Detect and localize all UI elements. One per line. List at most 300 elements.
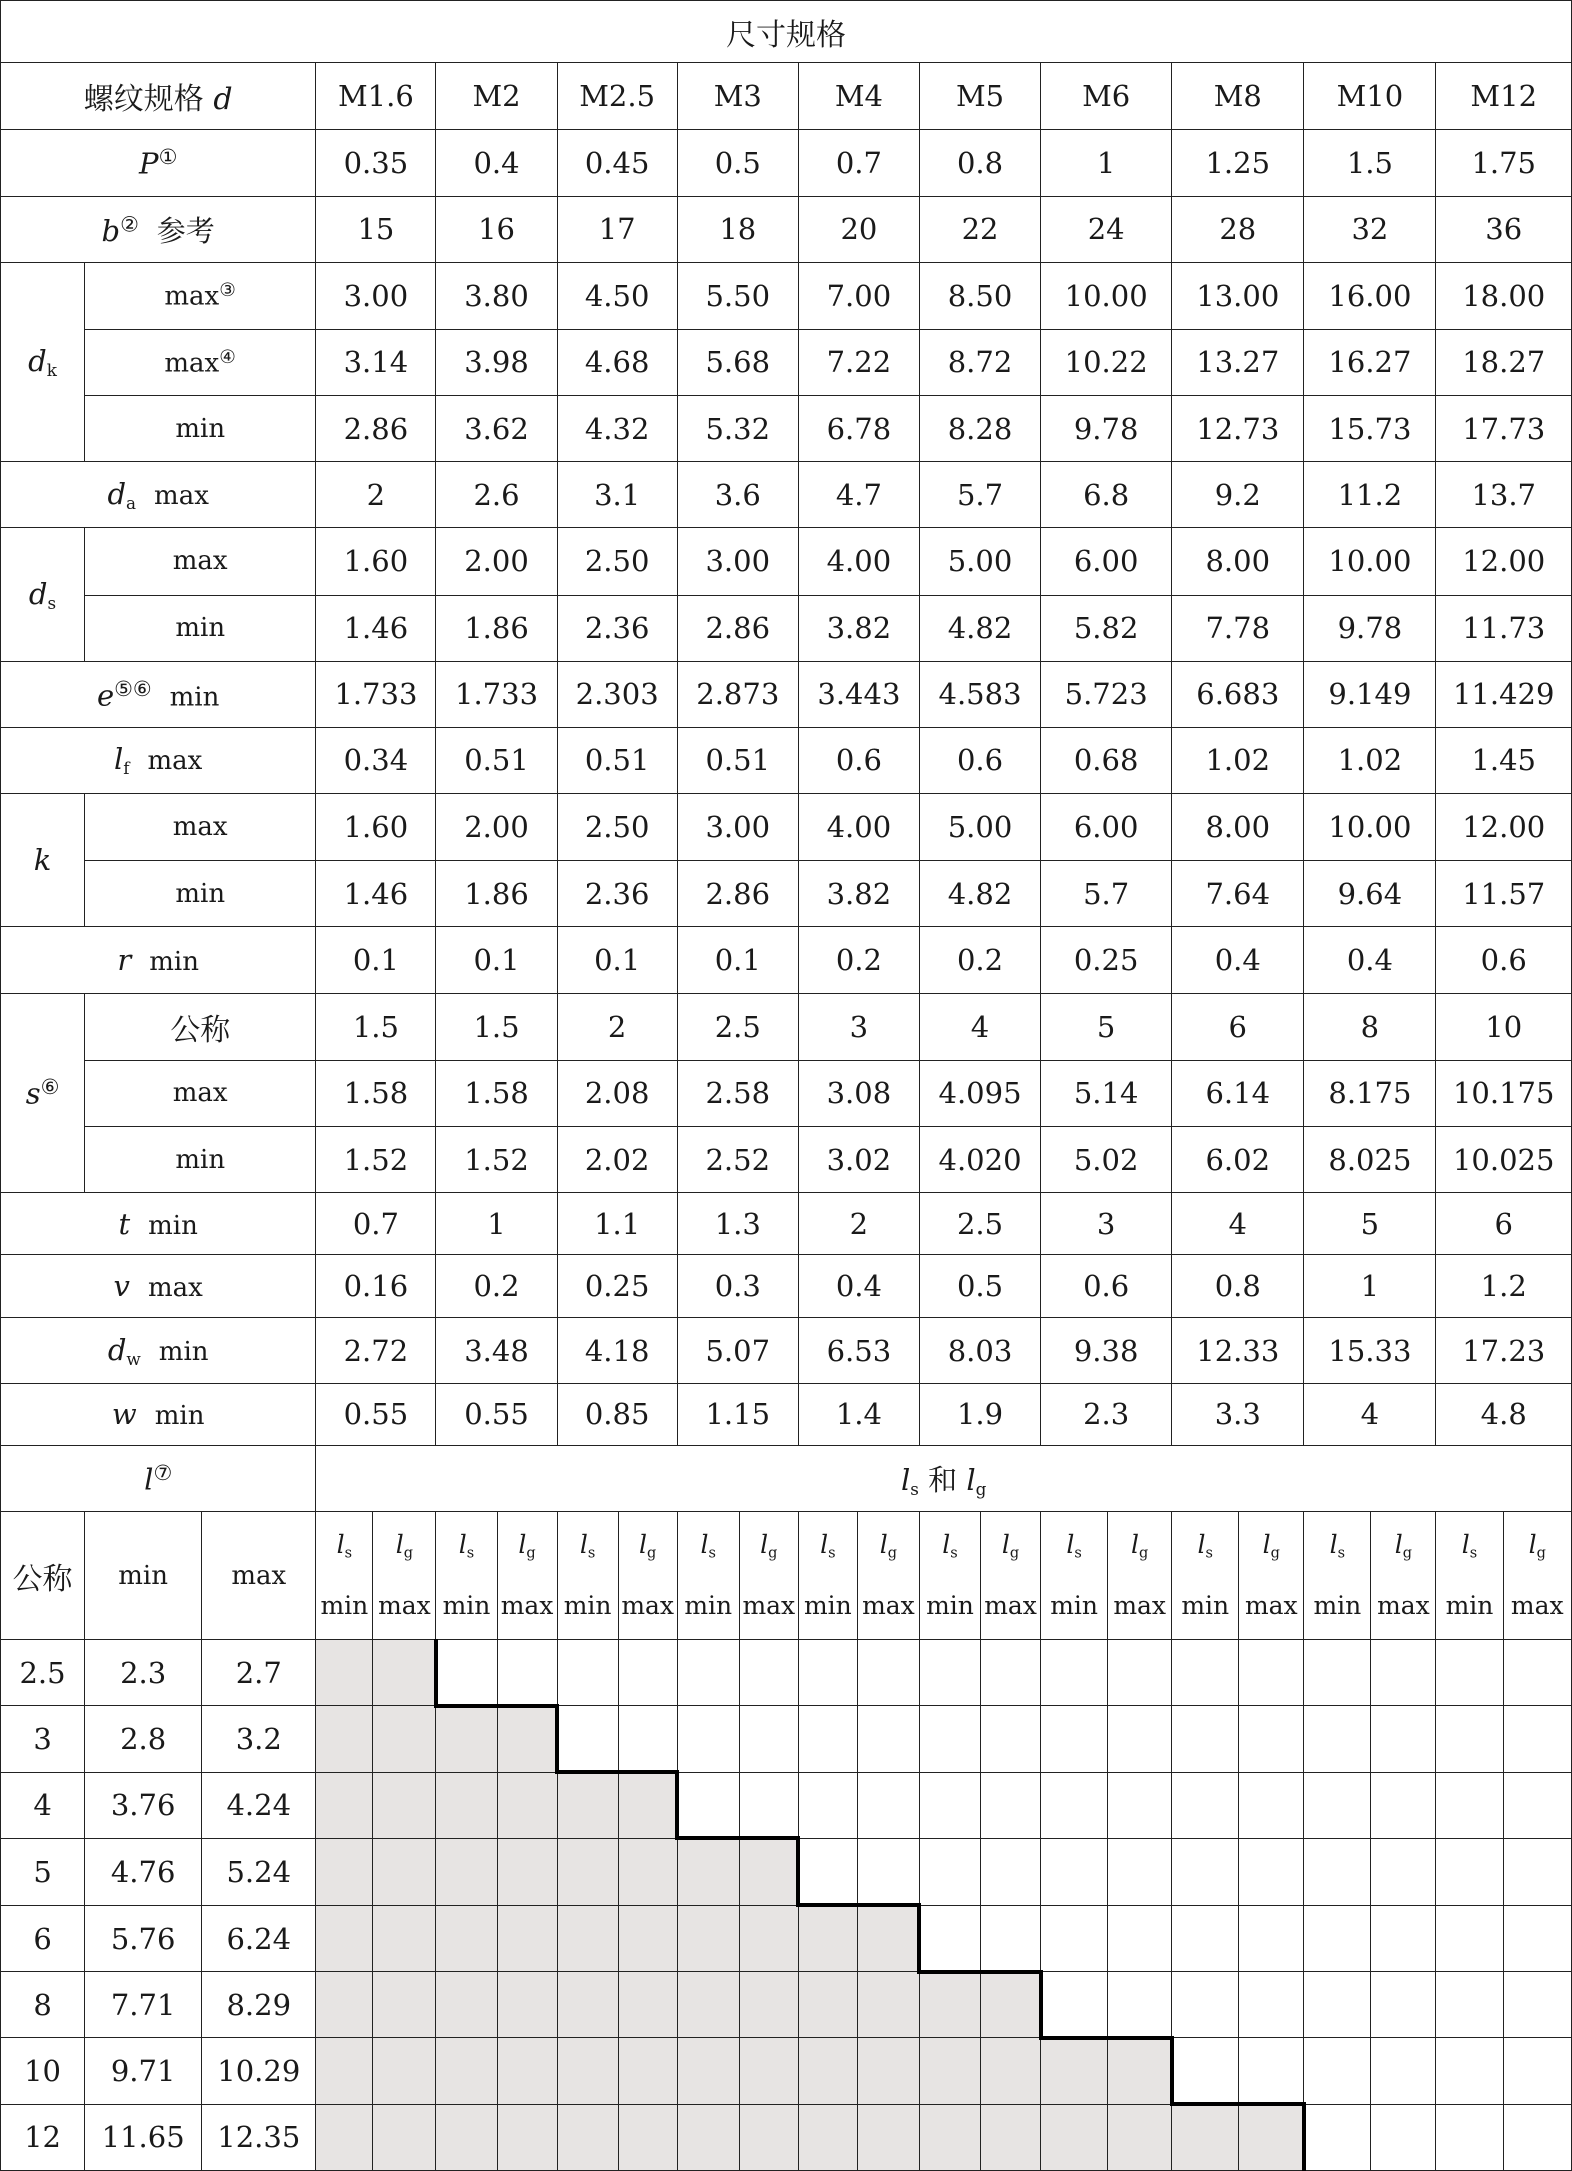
- length-grid-cell: [557, 1838, 618, 1905]
- length-grid-cell: [1041, 1772, 1108, 1838]
- value-cell: 1.46: [316, 595, 436, 661]
- value-cell: 5.7: [1041, 861, 1172, 927]
- value-cell: 3.00: [677, 794, 798, 861]
- pitch-label: [1, 130, 316, 196]
- value-cell: 0.4: [1172, 927, 1304, 993]
- value-cell: 32: [1304, 196, 1436, 262]
- note-marker: ⑦: [153, 1460, 173, 1485]
- lg-header-symbol: [619, 1519, 677, 1579]
- value-cell: 0.4: [436, 130, 557, 196]
- ls-symbol: l: [1461, 1530, 1470, 1560]
- subscript-label: w: [126, 1348, 141, 1369]
- length-grid-cell: [618, 1772, 677, 1838]
- length-grid-cell: [1239, 1706, 1304, 1772]
- value-cell: 6.8: [1041, 462, 1172, 528]
- ls-subscript: s: [828, 1545, 836, 1562]
- head-height-min-row: [1, 861, 1572, 927]
- length-grid-cell: [1436, 1772, 1503, 1838]
- length-grid-cell: [1371, 1905, 1436, 1971]
- length-grid-cell: [1108, 1640, 1172, 1706]
- length-grid-cell: [497, 1640, 557, 1706]
- lg-limit-header: [618, 1511, 677, 1639]
- value-cell: 6.78: [798, 396, 919, 462]
- value-cell: 13.7: [1436, 462, 1572, 528]
- ls-header-symbol: [1172, 1519, 1238, 1579]
- limit-text: min: [148, 1210, 198, 1241]
- length-grid-cell: [919, 2038, 980, 2104]
- value-cell: 0.1: [316, 927, 436, 993]
- length-grid-cell: [677, 1972, 739, 2038]
- limit-text: max: [147, 1273, 203, 1304]
- limit-label: max: [85, 1060, 316, 1126]
- value-cell: 4.32: [557, 396, 677, 462]
- symbol-label: P: [139, 146, 159, 181]
- value-cell: 3.00: [316, 262, 436, 329]
- value-cell: 10.00: [1304, 794, 1436, 861]
- pitch-row: [1, 130, 1572, 196]
- value-cell: 3.1: [557, 462, 677, 528]
- value-cell: 0.5: [677, 130, 798, 196]
- value-cell: 22: [919, 196, 1040, 262]
- nominal-length: 3: [1, 1706, 85, 1772]
- transition-diameter-label: [1, 462, 316, 528]
- length-grid-cell: [1503, 2038, 1571, 2104]
- value-cell: 16.00: [1304, 262, 1436, 329]
- nominal-length: 4: [1, 1772, 85, 1838]
- value-cell: 0.25: [1041, 927, 1172, 993]
- value-cell: 6: [1436, 1193, 1572, 1255]
- length-grid-cell: [981, 2038, 1041, 2104]
- length-grid-cell: [1041, 1706, 1108, 1772]
- value-cell: 3.6: [677, 462, 798, 528]
- ls-subscript: s: [1337, 1545, 1346, 1562]
- length-grid-cell: [436, 1838, 497, 1905]
- value-cell: 10.22: [1041, 329, 1172, 395]
- length-grid-cell: [1108, 1905, 1172, 1971]
- value-cell: 1.733: [436, 661, 557, 727]
- length-grid-cell: [1371, 1972, 1436, 2038]
- ls-subscript: s: [1469, 1545, 1478, 1562]
- length-grid-cell: [1239, 2104, 1304, 2171]
- length-grid-cell: [1108, 1972, 1172, 2038]
- value-cell: 6: [1172, 993, 1304, 1060]
- ls-limit-header: [557, 1511, 618, 1639]
- lg-limit-header: [857, 1511, 919, 1639]
- length-grid-cell: [618, 1972, 677, 2038]
- length-grid-cell: [1436, 1905, 1503, 1971]
- nominal-length: 12: [1, 2104, 85, 2171]
- length-grid-cell: [436, 1905, 497, 1971]
- ls-lg-label: [316, 1445, 1572, 1511]
- limit-text: max: [147, 746, 203, 777]
- ls-limit-header: [1436, 1511, 1503, 1639]
- value-cell: 1.4: [798, 1383, 919, 1445]
- value-cell: 0.68: [1041, 727, 1172, 793]
- value-cell: 2.5: [919, 1193, 1040, 1255]
- min-length: 2.8: [85, 1706, 202, 1772]
- lg-limit: max: [500, 1590, 554, 1620]
- value-cell: 0.25: [557, 1255, 677, 1318]
- value-cell: 3.08: [798, 1060, 919, 1126]
- length-grid-cell: [981, 1640, 1041, 1706]
- length-grid-cell: [1436, 1972, 1503, 2038]
- lg-limit-header: [739, 1511, 798, 1639]
- and-text: 和: [928, 1462, 958, 1497]
- value-cell: 0.6: [798, 727, 919, 793]
- value-cell: 15.73: [1304, 396, 1436, 462]
- length-grid-cell: [857, 2104, 919, 2171]
- length-grid-cell: [981, 1905, 1041, 1971]
- value-cell: 2.86: [316, 396, 436, 462]
- ls-symbol: l: [1066, 1530, 1075, 1560]
- value-cell: 0.1: [557, 927, 677, 993]
- subscript-label: f: [123, 758, 130, 779]
- value-cell: 1.45: [1436, 727, 1572, 793]
- length-grid-cell: [373, 1972, 436, 2038]
- symbol-label: d: [107, 476, 127, 511]
- length-grid-cell: [798, 2104, 857, 2171]
- length-grid-cell: [373, 1838, 436, 1905]
- length-grid-cell: [497, 1772, 557, 1838]
- symbol-label: w: [111, 1397, 137, 1432]
- thread-size-cell: M2.5: [557, 63, 677, 130]
- title-row: [1, 1, 1572, 63]
- min-length: 11.65: [85, 2104, 202, 2171]
- value-cell: 11.2: [1304, 462, 1436, 528]
- value-cell: 7.22: [798, 329, 919, 395]
- value-cell: 2.6: [436, 462, 557, 528]
- symbol-label: e: [97, 678, 115, 712]
- length-grid-cell: [919, 1772, 980, 1838]
- value-cell: 11.429: [1436, 661, 1572, 727]
- length-grid-cell: [1041, 1905, 1108, 1971]
- length-grid-cell: [373, 1905, 436, 1971]
- length-grid-cell: [1108, 1838, 1172, 1905]
- value-cell: 0.3: [677, 1255, 798, 1318]
- lg-subscript: g: [768, 1545, 778, 1562]
- ls-limit: min: [1181, 1590, 1230, 1620]
- length-grid-cell: [557, 1640, 618, 1706]
- fillet-radius-row: [1, 927, 1572, 993]
- length-grid-cell: [981, 1772, 1041, 1838]
- length-grid-cell: [373, 1706, 436, 1772]
- length-grid-cell: [857, 2038, 919, 2104]
- length-row: [1, 1905, 1572, 1971]
- length-grid-cell: [857, 1640, 919, 1706]
- lg-subscript: g: [1139, 1545, 1149, 1562]
- length-grid-cell: [1304, 2104, 1371, 2171]
- ls-symbol: l: [820, 1530, 829, 1560]
- length-subheader-row: [1, 1511, 1572, 1639]
- lg-subscript: g: [1009, 1545, 1020, 1562]
- ls-limit: min: [320, 1590, 369, 1620]
- ls-symbol: l: [458, 1530, 467, 1560]
- value-cell: 2.00: [436, 528, 557, 595]
- ls-subscript: s: [1205, 1545, 1213, 1562]
- length-grid-cell: [677, 2038, 739, 2104]
- wall-thickness-row: [1, 1383, 1572, 1445]
- ls-subscript: s: [587, 1545, 596, 1562]
- length-grid-cell: [798, 1772, 857, 1838]
- limit-text: max: [164, 281, 220, 312]
- length-grid-cell: [316, 1772, 373, 1838]
- value-cell: 0.6: [919, 727, 1040, 793]
- value-cell: 4.095: [919, 1060, 1040, 1126]
- length-grid-cell: [618, 1905, 677, 1971]
- value-cell: 4.50: [557, 262, 677, 329]
- length-grid-cell: [798, 2038, 857, 2104]
- length-grid-cell: [1371, 1772, 1436, 1838]
- length-grid-cell: [497, 1706, 557, 1772]
- value-cell: 5.07: [677, 1318, 798, 1383]
- value-cell: 4.020: [919, 1126, 1040, 1192]
- length-label: [1, 1445, 316, 1511]
- ls-header-symbol: [436, 1519, 496, 1579]
- socket-size-label: [1, 993, 85, 1193]
- value-cell: 2.52: [677, 1126, 798, 1192]
- value-cell: 2.50: [557, 528, 677, 595]
- thread-size-cell: M5: [919, 63, 1040, 130]
- value-cell: 5.14: [1041, 1060, 1172, 1126]
- value-cell: 4.7: [798, 462, 919, 528]
- length-grid-cell: [798, 1838, 857, 1905]
- lg-symbol: l: [879, 1530, 888, 1560]
- length-symbol: l: [144, 1462, 154, 1497]
- ls-symbol: l: [336, 1530, 345, 1560]
- ls-symbol: l: [1197, 1530, 1206, 1560]
- value-cell: 9.38: [1041, 1318, 1172, 1383]
- value-cell: 4.00: [798, 528, 919, 595]
- length-grid-cell: [919, 1905, 980, 1971]
- length-grid-cell: [857, 1905, 919, 1971]
- length-grid-cell: [919, 1706, 980, 1772]
- value-cell: 0.35: [316, 130, 436, 196]
- ls-limit-header: [1041, 1511, 1108, 1639]
- length-grid-cell: [497, 2038, 557, 2104]
- head-height-max-row: [1, 794, 1572, 861]
- ls-subscript: s: [466, 1545, 475, 1562]
- value-cell: 8.03: [919, 1318, 1040, 1383]
- length-grid-cell: [739, 1640, 798, 1706]
- length-grid-cell: [919, 1640, 980, 1706]
- length-grid-cell: [618, 1640, 677, 1706]
- length-grid-cell: [739, 1838, 798, 1905]
- min-length: 5.76: [85, 1905, 202, 1971]
- symbol-label: k: [33, 843, 52, 878]
- min-length: 4.76: [85, 1838, 202, 1905]
- ls-header-symbol: [799, 1519, 857, 1579]
- thread-spec-symbol: d: [213, 82, 233, 118]
- value-cell: 8.00: [1172, 528, 1304, 595]
- limit-label: [85, 262, 316, 329]
- value-cell: 1.52: [436, 1126, 557, 1192]
- ls-subscript: s: [344, 1545, 353, 1562]
- corner-width-label: [1, 661, 316, 727]
- length-grid-cell: [316, 2104, 373, 2171]
- length-row: [1, 2038, 1572, 2104]
- ls-header-symbol: [558, 1519, 618, 1579]
- length-grid-cell: [1041, 1640, 1108, 1706]
- ls-limit-header: [677, 1511, 739, 1639]
- symbol-label: d: [28, 343, 47, 378]
- bearing-diameter-label: [1, 1318, 316, 1383]
- lg-limit: max: [378, 1590, 431, 1620]
- length-grid-cell: [436, 1640, 497, 1706]
- value-cell: 2.303: [557, 661, 677, 727]
- limit-label: min: [85, 595, 316, 661]
- lg-limit: max: [1510, 1590, 1564, 1620]
- length-grid-cell: [1304, 1905, 1371, 1971]
- value-cell: 1.02: [1172, 727, 1304, 793]
- shank-diameter-max-row: [1, 528, 1572, 595]
- value-cell: 0.51: [557, 727, 677, 793]
- max-length: 10.29: [202, 2038, 316, 2104]
- note-marker: ⑥: [40, 1075, 60, 1100]
- value-cell: 6.53: [798, 1318, 919, 1383]
- length-grid-cell: [436, 1972, 497, 2038]
- ls-header-symbol: [678, 1519, 739, 1579]
- value-cell: 10.00: [1041, 262, 1172, 329]
- length-grid-cell: [316, 1640, 373, 1706]
- lg-symbol: l: [1394, 1530, 1403, 1560]
- length-grid-cell: [1503, 1706, 1571, 1772]
- subscript-label: k: [46, 359, 57, 380]
- thread-size-cell: M1.6: [316, 63, 436, 130]
- length-grid-cell: [798, 1972, 857, 2038]
- value-cell: 9.78: [1041, 396, 1172, 462]
- value-cell: 9.149: [1304, 661, 1436, 727]
- value-cell: 18.27: [1436, 329, 1572, 395]
- value-cell: 3.443: [798, 661, 919, 727]
- length-grid-cell: [557, 1972, 618, 2038]
- value-cell: 8.175: [1304, 1060, 1436, 1126]
- value-cell: 6.14: [1172, 1060, 1304, 1126]
- length-grid-cell: [1304, 1772, 1371, 1838]
- symbol-label: v: [113, 1269, 130, 1304]
- note-marker: ⑤⑥: [114, 676, 152, 701]
- value-cell: 12.00: [1436, 528, 1572, 595]
- value-cell: 1.25: [1172, 130, 1304, 196]
- ls-limit-header: [798, 1511, 857, 1639]
- length-header-row: [1, 1445, 1572, 1511]
- lg-limit-header: [1371, 1511, 1436, 1639]
- lg-header-symbol: [1108, 1519, 1171, 1579]
- value-cell: 15.33: [1304, 1318, 1436, 1383]
- limit-text: min: [169, 682, 220, 712]
- length-grid-cell: [1172, 2038, 1239, 2104]
- limit-text: max: [164, 348, 220, 379]
- value-cell: 6.02: [1172, 1126, 1304, 1192]
- length-grid-cell: [1371, 1706, 1436, 1772]
- socket-size-max-row: [1, 1060, 1572, 1126]
- ls-header-symbol: [920, 1519, 980, 1579]
- value-cell: 7.78: [1172, 595, 1304, 661]
- value-cell: 7.64: [1172, 861, 1304, 927]
- value-cell: 1: [1041, 130, 1172, 196]
- lg-limit-header: [497, 1511, 557, 1639]
- limit-text: min: [154, 1401, 205, 1432]
- length-grid-cell: [1436, 2038, 1503, 2104]
- value-cell: 3.80: [436, 262, 557, 329]
- lg-symbol: l: [1528, 1530, 1537, 1560]
- ls-symbol: l: [942, 1530, 951, 1560]
- value-cell: 11.57: [1436, 861, 1572, 927]
- length-grid-cell: [1108, 2038, 1172, 2104]
- thread-size-cell: M8: [1172, 63, 1304, 130]
- bearing-diameter-row: [1, 1318, 1572, 1383]
- limit-label: 公称: [85, 993, 316, 1060]
- value-cell: 6.00: [1041, 528, 1172, 595]
- lg-subscript: g: [526, 1545, 536, 1562]
- length-grid-cell: [1503, 1838, 1571, 1905]
- lg-limit: max: [621, 1590, 675, 1620]
- value-cell: 1.733: [316, 661, 436, 727]
- max-length: 5.24: [202, 1838, 316, 1905]
- thread-length-label: [1, 196, 316, 262]
- value-cell: 1.60: [316, 528, 436, 595]
- value-cell: 3.3: [1172, 1383, 1304, 1445]
- reference-label: 参考: [156, 213, 215, 248]
- length-grid-cell: [1503, 1905, 1571, 1971]
- length-grid-cell: [677, 1772, 739, 1838]
- lg-subscript: g: [403, 1545, 414, 1562]
- length-grid-cell: [981, 1838, 1041, 1905]
- value-cell: 0.6: [1436, 927, 1572, 993]
- value-cell: 3: [798, 993, 919, 1060]
- value-cell: 2: [557, 993, 677, 1060]
- length-grid-cell: [857, 1838, 919, 1905]
- length-grid-cell: [1172, 1640, 1239, 1706]
- length-grid-cell: [1172, 1972, 1239, 2038]
- lg-subscript: g: [647, 1545, 657, 1562]
- length-grid-cell: [677, 1838, 739, 1905]
- max-length: 3.2: [202, 1706, 316, 1772]
- value-cell: 9.78: [1304, 595, 1436, 661]
- value-cell: 20: [798, 196, 919, 262]
- table-title: 尺寸规格: [1, 1, 1572, 63]
- ls-symbol: l: [1329, 1530, 1338, 1560]
- value-cell: 0.4: [1304, 927, 1436, 993]
- value-cell: 0.8: [1172, 1255, 1304, 1318]
- lg-header-symbol: [1504, 1519, 1571, 1579]
- nominal-length: 8: [1, 1972, 85, 2038]
- value-cell: 0.2: [436, 1255, 557, 1318]
- length-grid-cell: [1503, 1640, 1571, 1706]
- value-cell: 1.60: [316, 794, 436, 861]
- thread-size-cell: M3: [677, 63, 798, 130]
- length-grid-cell: [316, 1706, 373, 1772]
- value-cell: 2: [798, 1193, 919, 1255]
- length-grid-cell: [497, 1972, 557, 2038]
- lg-header-symbol: [1371, 1519, 1435, 1579]
- value-cell: 15: [316, 196, 436, 262]
- length-grid-cell: [1304, 2038, 1371, 2104]
- length-grid-cell: [1239, 1640, 1304, 1706]
- value-cell: 0.51: [677, 727, 798, 793]
- length-grid-cell: [1172, 1772, 1239, 1838]
- value-cell: 1: [436, 1193, 557, 1255]
- value-cell: 5.82: [1041, 595, 1172, 661]
- lg-limit: max: [1244, 1590, 1298, 1620]
- symbol-label: d: [28, 576, 48, 611]
- length-grid-cell: [857, 1772, 919, 1838]
- value-cell: 2: [316, 462, 436, 528]
- length-grid-cell: [373, 1772, 436, 1838]
- socket-size-min-row: [1, 1126, 1572, 1192]
- note-marker: ①: [158, 145, 178, 170]
- length-grid-cell: [739, 2104, 798, 2171]
- length-grid-cell: [739, 1972, 798, 2038]
